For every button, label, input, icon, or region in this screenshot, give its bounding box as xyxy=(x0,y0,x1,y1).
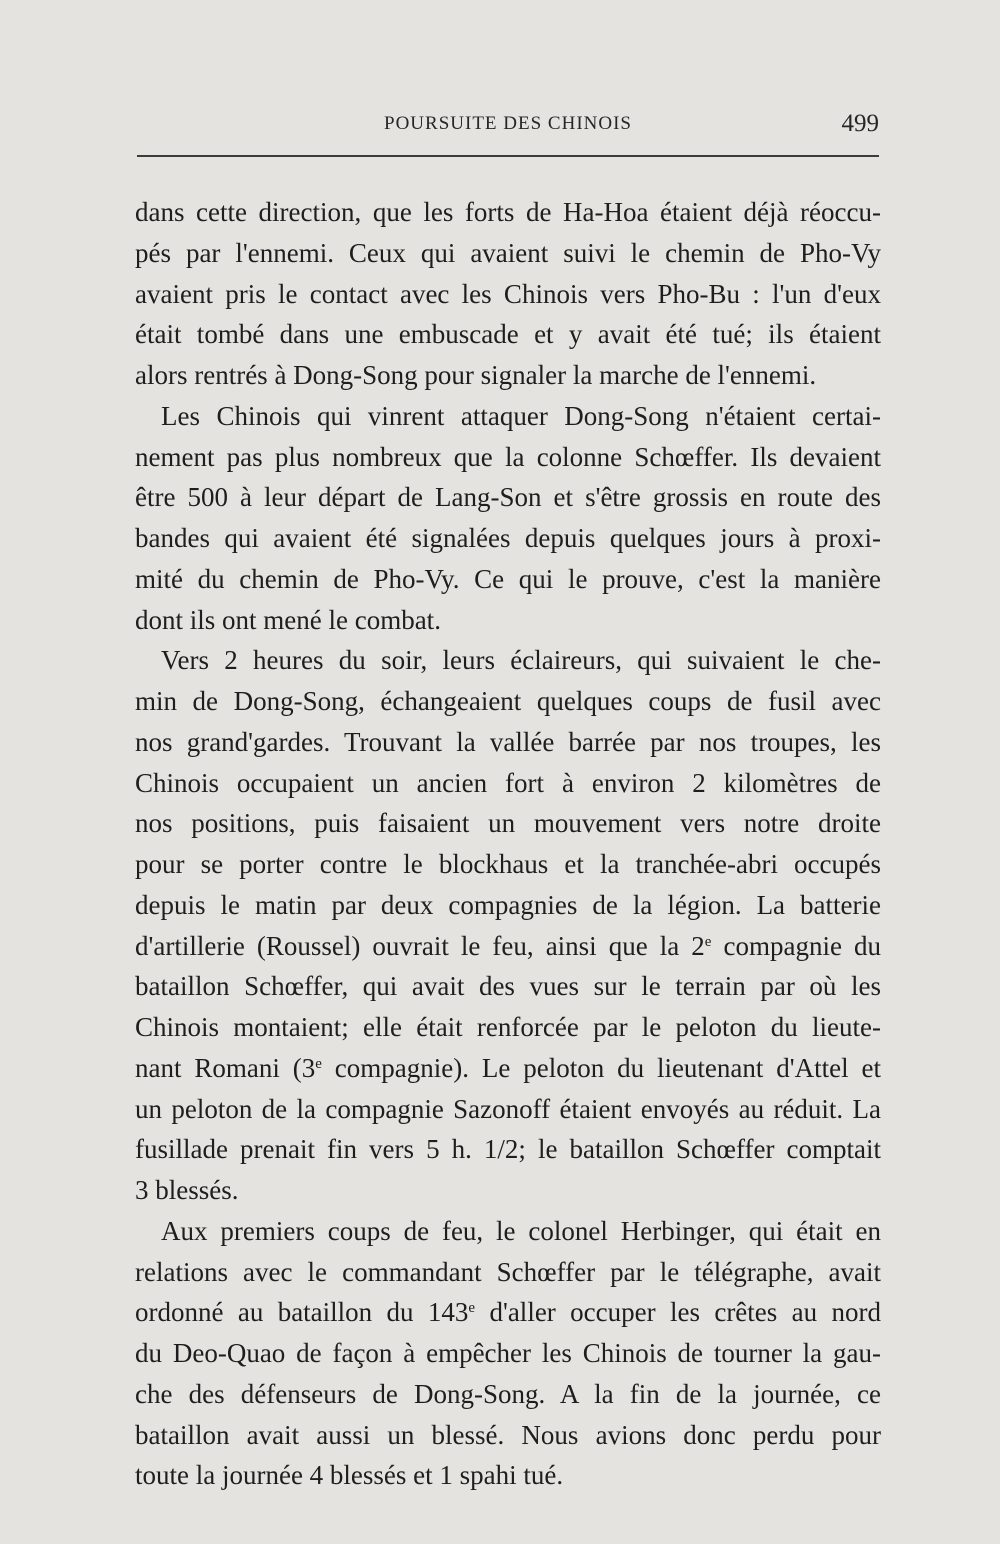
superscript: e xyxy=(704,933,712,950)
running-title: POURSUITE DES CHINOIS xyxy=(384,113,632,134)
text-line: bataillon avait aussi un blessé. Nous avions donc perdu pour xyxy=(135,1419,881,1450)
text-line: nos grand'gardes. Trouvant la vallée barrée par nos troupes, les xyxy=(135,726,881,757)
text-line: être 500 à leur départ de Lang-Son et s'être grossis en route des xyxy=(135,482,881,513)
page-number: 499 xyxy=(841,110,879,137)
text-line: Les Chinois qui vinrent attaquer Dong-Song n'étaient certai- xyxy=(161,400,881,431)
text-line: Chinois montaient; elle était renforcée par le peloton du lieute- xyxy=(135,1012,881,1042)
text-line: Vers 2 heures du soir, leurs éclaireurs, qui suivaient le che- xyxy=(161,645,881,676)
text-line: alors rentrés à Dong-Song pour signaler la marche de l'ennemi. xyxy=(135,360,817,390)
body-text xyxy=(135,192,881,1496)
text-segment: nant Romani (3 xyxy=(135,1052,316,1083)
superscript: e xyxy=(315,1055,322,1072)
running-head xyxy=(137,110,879,144)
header-rule xyxy=(137,155,879,157)
text-segment: compagnie). Le peloton du lieutenant d'Attel et xyxy=(321,1052,881,1083)
text-line: Chinois occupaient un ancien fort à environ 2 kilomètres de xyxy=(135,767,881,798)
text-line: avaient pris le contact avec les Chinois vers Pho-Bu : l'un d'eux xyxy=(135,278,881,309)
text-line: un peloton de la compagnie Sazonoff étaient envoyés au réduit. La xyxy=(135,1093,881,1124)
text-line: bandes qui avaient été signalées depuis quelques jours à proxi- xyxy=(135,523,881,553)
text-line: relations avec le commandant Schœffer par le télégraphe, avait xyxy=(135,1256,881,1287)
text-line: bataillon Schœffer, qui avait des vues sur le terrain par où les xyxy=(135,971,881,1002)
text-line: pour se porter contre le blockhaus et la tranchée-abri occupés xyxy=(135,849,881,879)
text-line-with-superscript xyxy=(135,926,881,967)
text-line: dont ils ont mené le combat. xyxy=(135,604,441,635)
text-line: Aux premiers coups de feu, le colonel Herbinger, qui était en xyxy=(161,1215,881,1246)
text-segment: ordonné au bataillon du 143 xyxy=(135,1297,469,1328)
text-line: était tombé dans une embuscade et y avait été tué; ils étaient xyxy=(135,319,881,350)
text-line: dans cette direction, que les forts de Ha-Hoa étaient déjà réoccu- xyxy=(135,197,881,227)
text-line: fusillade prenait fin vers 5 h. 1/2; le bataillon Schœffer comptait xyxy=(135,1134,881,1165)
text-segment: compagnie du xyxy=(711,930,881,961)
text-line: min de Dong-Song, échangeaient quelques coups de fusil avec xyxy=(135,686,881,716)
text-segment: d'artillerie (Roussel) ouvrait le feu, ainsi que la 2 xyxy=(135,930,705,961)
text-line: pés par l'ennemi. Ceux qui avaient suivi le chemin de Pho-Vy xyxy=(135,237,881,268)
text-line: depuis le matin par deux compagnies de la légion. La batterie xyxy=(135,889,881,920)
text-segment: d'aller occuper les crêtes au nord xyxy=(475,1297,881,1328)
superscript: e xyxy=(468,1300,476,1317)
text-line: mité du chemin de Pho-Vy. Ce qui le prouve, c'est la manière xyxy=(135,563,881,594)
text-line-with-superscript xyxy=(135,1048,881,1089)
text-line: toute la journée 4 blessés et 1 spahi tué. xyxy=(135,1460,564,1491)
text-line: nement pas plus nombreux que la colonne Schœffer. Ils devaient xyxy=(135,441,881,472)
text-line: che des défenseurs de Dong-Song. A la fin de la journée, ce xyxy=(135,1378,881,1409)
text-line: 3 blessés. xyxy=(135,1175,239,1205)
text-line-with-superscript xyxy=(135,1292,881,1333)
text-line: nos positions, puis faisaient un mouvement vers notre droite xyxy=(135,808,881,839)
text-line: du Deo-Quao de façon à empêcher les Chinois de tourner la gau- xyxy=(135,1338,881,1368)
